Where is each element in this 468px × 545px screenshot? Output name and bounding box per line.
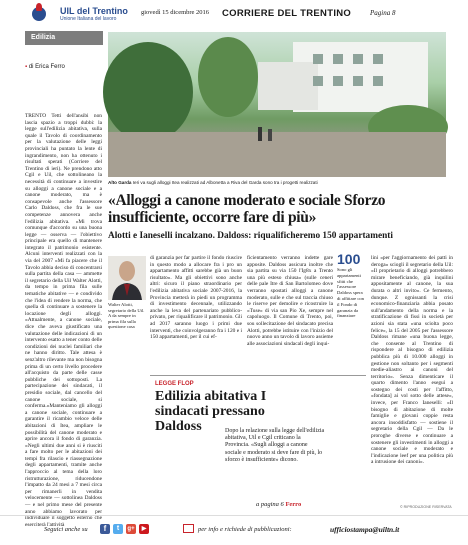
logo-title: UIL del Trentino: [60, 6, 128, 16]
copyright-note: © RIPRODUZIONE RISERVATA: [400, 505, 452, 509]
youtube-icon[interactable]: ▶: [139, 524, 149, 534]
photo-caption-text: Ieri va sugli alloggi Itea realizzati ad Albonetta a Riva del Garda sono tra i progetti realizzati: [132, 180, 318, 185]
photo-caption-label: Alto Garda: [108, 180, 132, 185]
news-photo: [108, 32, 446, 177]
box-reference: [256, 501, 301, 508]
header-bar: [0, 0, 468, 30]
headline: «Alloggi a canone moderato e sociale Sforzo insufficiente, occorre fare di più»: [108, 192, 386, 226]
subheadline: Alotti e Ianeselli incalzano. Daldoss: riqualificheremo 150 appartamenti: [108, 231, 393, 241]
portrait-caption: Walter Alotti, segretario della Uil. A da sempre in prima fila sulla questione casa: [108, 302, 145, 330]
photo-caption: [108, 180, 446, 185]
author-name: di Erica Ferro: [28, 64, 65, 70]
info-label: per info e richiede di pubblicazioni:: [198, 526, 292, 533]
section-tag: Edilizia: [25, 31, 103, 45]
footer-bar: [0, 515, 468, 545]
contact-email[interactable]: ufficiostampa@uiltn.it: [330, 525, 400, 534]
stat-text: Sono gli appartamenti sfitti che l'assessore Daldoss spera di affittare con il Fondo di garanzia da finanziare: [337, 267, 364, 319]
bullet-icon: ▪: [25, 64, 28, 70]
kicker: LEGGE FLOP: [155, 381, 194, 387]
box-intro: Dopo la relazione sulla legge dell'edilizia abitativa, Uil e Cgil criticano la Provincia. «Sugli alloggi a canone sociale e moderato si deve fare di più, lo sforzo è insufficiente» dicono.: [225, 428, 325, 463]
googleplus-icon[interactable]: g+: [127, 526, 135, 532]
box-title: Edilizia abitativa I sindacati pressano Daldoss: [155, 389, 267, 434]
author-byline: [25, 64, 65, 70]
page-number: Pagina 8: [370, 9, 396, 17]
portrait-photo: [108, 256, 146, 300]
box-ref-page: a pagina 6: [256, 501, 284, 508]
issue-date: giovedì 15 dicembre 2016: [141, 9, 210, 16]
stat-number: 100: [337, 251, 361, 267]
box-ref-author: Ferro: [285, 501, 302, 508]
right-column-text: lini «per l'aggiornamento dei patti in deroga» sciogli il segretario della Uil: «Il proprietario di alloggi potrebbero mirare beneficiando, già inquilini appositamente al canone, la sua durata o altri invito». Ce fermento, dunque. Z ognissanti la crisi economico-finanziaria abbia posato sull'andamento della norma e la stratificazione di fissi in società per azioni sia stata «una sciolta poco felice», la 15 del 2005 per l'assessore Daldoss rimane «una buona legge, che consente al Trentino di rispondere al bisogno di edilizia pubblica più di 10.000 alloggi in gestione non soltanto per i segmenti medie-aliastro ai canoni del territorio». Senza dimenticare il quarto dimento l'anno eseguì a sostegno dei costi per l'affitto, «fondata] ai vol sotto delle attese», invece, per Franco Ianeselli: «Il bisogno di abitazione di molte famiglie e giovani coppie resta ancora insoddisfatto — sostiene il segretario della Cgil — Da le proroghe diverse e continuare a sostenere gli investimenti in alloggi a canone sociale e moderato e l'indicazione leef per una politica più a intrusione dei canoni».: [371, 255, 453, 466]
mid-column-2: ficientamento verranno indette gare apposite. Daldoss assicura inoltre che sia partita su via 150 l'Ig8x a Trento una più esteso chiusa» (sulle ceneri delle pale Itre di San Bartolomeo dove verranno spostati alloggi a canone moderato, sulle e che sul traccia chiuso le riserve per demolire e ricostruire la «Tuse» di via san Pio Xe, sempre nel capoluogo. Il Comune di Trento, poi, sou sollecitazione del sindacato precisa Alotti, potrebbe istituire con l'inizio del nuovo anno un tavolo di lavoro assieme alle associazioni sindacali degli inqui-: [247, 255, 333, 347]
stat-sidebar: [337, 251, 367, 373]
facebook-icon[interactable]: f: [100, 524, 110, 534]
twitter-icon[interactable]: t: [113, 524, 123, 534]
mid-column-1: di garanzia per far partire il fondo riuscire in questo modo a allocare fra i pro un appartamento affitti sarebbe già un buon risultato». Ma gli obiettivi sono anche altri: sicuro il piano straordinario per l'edilizia abitativa sociale 2007-2016, la Provincia metterà in piedi un programma di investimento decennale, utilizzando anche la leva del partenariato pubblico-privato, per riqualificare il patrimonio. Gli ad 2017 saranno luogo i primi due interventi, che coinvolgeranno fra i 120 e i 150 appartamenti, per il cui ef-: [150, 255, 242, 341]
portrait-figure: [108, 256, 146, 300]
newspaper-name: CORRIERE DEL TRENTINO: [222, 8, 352, 19]
follow-label: Seguici anche su: [44, 526, 88, 533]
photo-scene: [108, 32, 446, 177]
mail-icon: [183, 524, 194, 533]
left-column-text: TRENTO Tetti dell'ansibi non lascia spazio a troppi dubbi: la legge sull'edilizia abitativa, sulla quale il Tavolo di coordinamento per la valutazione delle leggi provinciali ha puntato la lente di ingrandimento, non ha ottenuto i risultati sperati (Corriere del Trentino di ieri). Ne prendono atto Cgil e Uil, che sottolineano la necessità di continuare a investire su alloggi a canone sociale e a canone moderato, ma è consapevole anche l'assessore Carlo Daldoss, che fra le sue competenze annovera anche l'edilizia abitativa. «Mi trova comunque d'accordo su una buona legge — osserva — l'obiettivo principale era quello di mantenere integrato il patrimonio esistente. Alcuni interventi realizzati con la via del 2007 «Mi fa piacere che il Tavolo abbia deciso di concentrarsi sulla partita della casa — ammette il segretario della Uil Walter Alotti, da tempo in prima fila sulle tematiche abitative — e condivido che l'idea di rendere la norma, che quella di continuare a sostenere la locazione degli alloggi. «Attualmente, a canone sociale, dice che aveva giustificato una valutazione delle indicazioni di un intervento esatto a tener conto delle condizioni dei nuclei familiari che ne hanno diritto. Tale attesa è senz'altro rilevante ma non bisogna prima di un certo livello procedere all'acquisto da parte delle casse pubbliche dei sottoposti. La partecipazione dei sindacati, il presidio sociale, dal cancello del canone sociale, si conferma.«Manteniamo gli alloggi a canone sociale, continuare a garantire il ricambio veloce delle abitazioni di Itea, ampliare le possibilità del canone moderato e aprire ancora il fondo di garanzia. «Negli ultimi due anni si è riusciti a fare molto per le abitazioni dei tempi fra rilascio e riassegnazione degli appartamenti, tramite anche l'approccio al tema della loro ristrutturazione, riducendone l'impatto da 24 mesi a 7 mesi circa per rimanerli in vendita velocemente — sottolinea Daldoss — e nel primo mese del presente anno abbiamo lavorato per individuare il soggetto esterno che eserciterà l'attività: [25, 113, 102, 528]
logo-subtitle: Unione Italiana del lavoro: [60, 16, 117, 22]
uil-logo-flame-icon: [36, 3, 42, 11]
